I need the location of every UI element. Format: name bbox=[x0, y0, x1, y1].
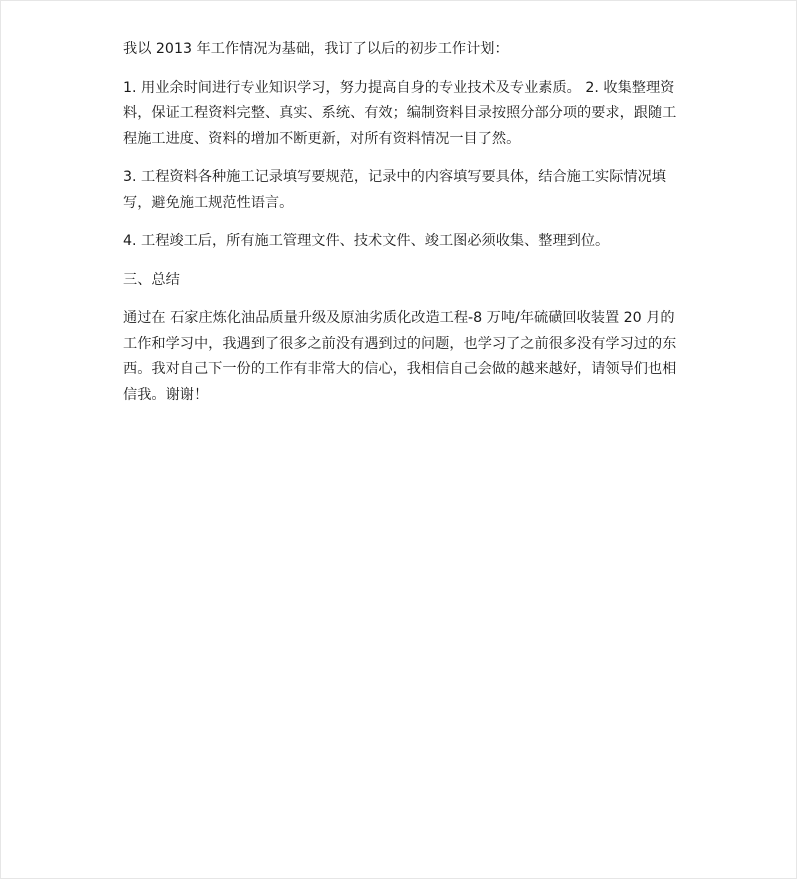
summary-paragraph: 通过在 石家庄炼化油品质量升级及原油劣质化改造工程-8 万吨/年硫磺回收装置 20 月的工作和学习中，我遇到了很多之前没有遇到过的问题，也学习了之前很多没有学习过的东西。我对自己下一份的工作有非常大的信心，我相信自己会做的越来越好，请领导们也相信我。谢谢！ bbox=[123, 310, 677, 403]
plan-item-3-paragraph: 3. 工程资料各种施工记录填写要规范，记录中的内容填写要具体，结合施工实际情况填写，避免施工规范性语言。 bbox=[123, 169, 666, 211]
intro-paragraph: 我以 2013 年工作情况为基础，我订了以后的初步工作计划： bbox=[123, 41, 509, 57]
plan-item-4-paragraph: 4. 工程竣工后，所有施工管理文件、技术文件、竣工图必须收集、整理到位。 bbox=[123, 233, 610, 249]
section-heading-summary: 三、总结 bbox=[123, 271, 180, 288]
document-body bbox=[123, 37, 683, 421]
plan-item-1-2-paragraph: 1. 用业余时间进行专业知识学习，努力提高自身的专业技术及专业素质。 2. 收集整理资料，保证工程资料完整、真实、系统、有效；编制资料目录按照分部分项的要求，跟随工程施工进度、资料的增加不断更新，对所有资料情况一目了然。 bbox=[123, 79, 677, 147]
